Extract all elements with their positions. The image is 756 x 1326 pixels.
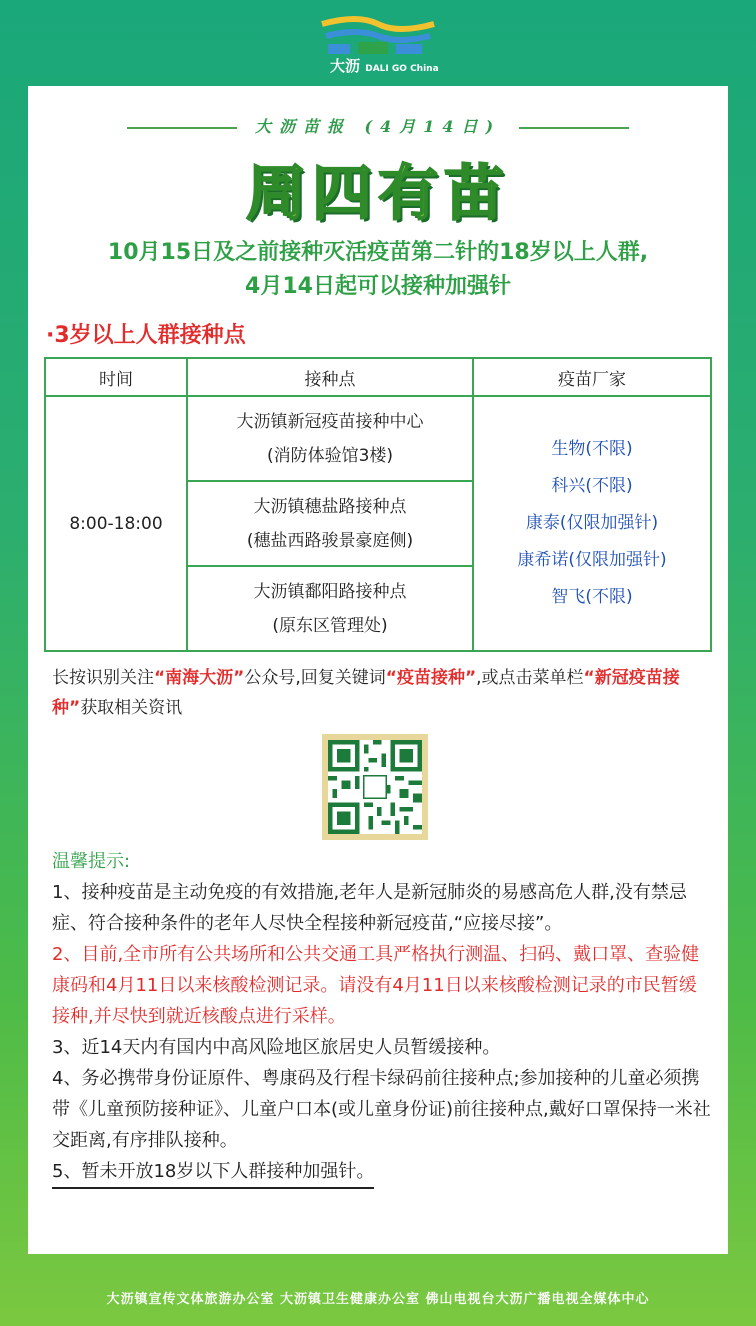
- logo-text-main: 大沥: [330, 57, 361, 75]
- qr-code-icon: [328, 740, 422, 834]
- vendor-item: 康泰(仅限加强针): [525, 513, 659, 533]
- notice-text: ,或点击菜单栏: [476, 668, 584, 688]
- reply-keyword: “疫苗接种”: [385, 668, 477, 688]
- logo-text-sub: DALI GO China: [365, 64, 439, 74]
- vendor-item: 智飞(不限): [551, 587, 633, 607]
- vendor-item: 生物(不限): [551, 439, 633, 459]
- site-detail: (原东区管理处): [272, 615, 388, 636]
- header-divider-right: [519, 127, 629, 129]
- vaccination-schedule-table: [44, 357, 712, 652]
- page-title: 周四有苗: [246, 159, 510, 229]
- table-header-row: [45, 358, 711, 396]
- logo-text: [330, 55, 450, 76]
- tip-item: 4、务必携带身份证原件、粤康码及行程卡绿码前往接种点;参加接种的儿童必须携带《儿童预防接种证》、儿童户口本(或儿童身份证)前往接种点,戴好口罩保持一米社交距离,有序排队接种。: [52, 1068, 711, 1151]
- subheadline-line-2: 4月14日起可以接种加强针: [245, 274, 511, 299]
- time-cell: 8:00-18:00: [45, 396, 187, 651]
- tip-item-alert: 2、目前,全市所有公共场所和公共交通工具严格执行测温、扫码、戴口罩、查验健康码和4月11日以来核酸检测记录。请没有4月11日以来核酸检测记录的市民暂缓接种,并尽快到就近核酸点进行采样。: [52, 944, 700, 1027]
- table-row: [45, 396, 711, 481]
- header-divider-left: [127, 127, 237, 129]
- site-cell: [187, 566, 473, 651]
- site-name: 大沥镇新冠疫苗接种中心: [236, 411, 424, 432]
- subheadline: [28, 236, 728, 304]
- footer-credits: 大沥镇宣传文体旅游办公室 大沥镇卫生健康办公室 佛山电视台大沥广播电视全媒体中心: [106, 1292, 650, 1307]
- site-name: 大沥镇鄱阳路接种点: [253, 581, 407, 602]
- menu-item-name: “新冠疫苗接种”: [52, 668, 680, 718]
- notice-text: 公众号,回复关键词: [244, 668, 386, 688]
- site-detail: (消防体验馆3楼): [266, 445, 394, 466]
- column-header-vendor: 疫苗厂家: [473, 358, 711, 396]
- site-name: 大沥镇穗盐路接种点: [253, 496, 407, 517]
- tips-section: [52, 846, 712, 1189]
- dali-logo-icon: [318, 14, 438, 58]
- follow-notice: [52, 663, 712, 723]
- tips-heading: 温馨提示:: [52, 851, 131, 872]
- notice-text: 获取相关资讯: [80, 698, 183, 718]
- column-header-time: 时间: [45, 358, 187, 396]
- newsletter-header: [28, 114, 728, 137]
- site-detail: (穗盐西路骏景豪庭侧): [246, 530, 414, 551]
- newsletter-header-text: 大沥苗报 (4月14日): [254, 117, 502, 136]
- section-title: ·3岁以上人群接种点: [46, 323, 246, 348]
- site-cell: [187, 396, 473, 481]
- tip-item: 1、接种疫苗是主动免疫的有效措施,老年人是新冠肺炎的易感高危人群,没有禁忌症、符合接种条件的老年人尽快全程接种新冠疫苗,“应接尽接”。: [52, 882, 687, 934]
- tip-item: 5、暂未开放18岁以下人群接种加强针。: [52, 1158, 374, 1189]
- site-cell: [187, 481, 473, 566]
- subheadline-line-1: 10月15日及之前接种灭活疫苗第二针的18岁以上人群,: [107, 240, 649, 265]
- qr-code[interactable]: [322, 734, 428, 840]
- notice-text: 长按识别关注: [52, 668, 154, 688]
- vendor-item: 康希诺(仅限加强针): [517, 550, 667, 570]
- content-card: [28, 86, 728, 1254]
- column-header-site: 接种点: [187, 358, 473, 396]
- vendor-cell: [473, 396, 711, 651]
- wechat-account-name: “南海大沥”: [154, 668, 245, 688]
- vendor-item: 科兴(不限): [551, 476, 633, 496]
- tip-item: 3、近14天内有国内中高风险地区旅居史人员暂缓接种。: [52, 1037, 501, 1058]
